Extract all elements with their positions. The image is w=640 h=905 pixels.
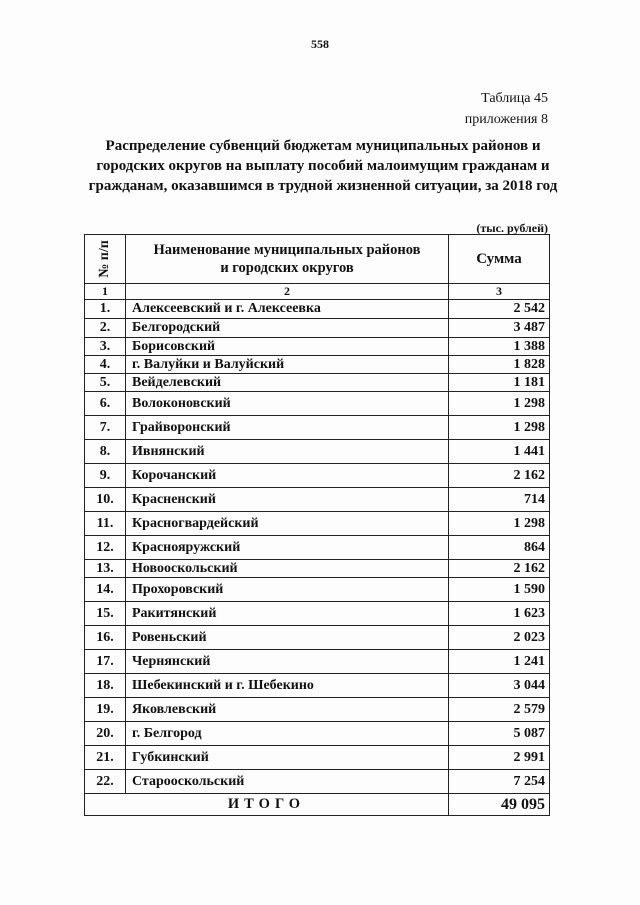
table-row (85, 464, 550, 488)
row-sum: 1 298 (449, 392, 550, 416)
table-row (85, 650, 550, 674)
table-row (85, 319, 550, 338)
header-sum: Сумма (449, 235, 550, 284)
district-name: Шебекинский и г. Шебекино (126, 674, 449, 698)
row-number: 8. (85, 440, 126, 464)
header-name-line2: и городских округов (220, 260, 354, 276)
row-number: 4. (85, 356, 126, 374)
district-name: Красненский (126, 488, 449, 512)
table-row (85, 338, 550, 356)
row-sum: 7 254 (449, 770, 550, 794)
table-row (85, 392, 550, 416)
table-row (85, 416, 550, 440)
row-number: 13. (85, 560, 126, 578)
header-name (126, 235, 449, 284)
row-sum: 1 181 (449, 374, 550, 392)
table-row (85, 674, 550, 698)
district-name: Краснояружский (126, 536, 449, 560)
row-number: 12. (85, 536, 126, 560)
district-name: Прохоровский (126, 578, 449, 602)
row-sum: 2 991 (449, 746, 550, 770)
row-number: 20. (85, 722, 126, 746)
total-row (85, 794, 550, 816)
table-row (85, 300, 550, 319)
district-name: Грайворонский (126, 416, 449, 440)
row-number: 7. (85, 416, 126, 440)
total-sum: 49 095 (449, 794, 550, 816)
row-number: 1. (85, 300, 126, 319)
table-row (85, 578, 550, 602)
table-row (85, 536, 550, 560)
units-note: (тыс. рублей) (476, 221, 548, 235)
district-name: Волоконовский (126, 392, 449, 416)
row-sum: 1 298 (449, 416, 550, 440)
table-row (85, 440, 550, 464)
district-name: Новооскольский (126, 560, 449, 578)
table-row (85, 746, 550, 770)
table-row (85, 626, 550, 650)
column-index-row (85, 284, 550, 300)
district-name: Ровеньский (126, 626, 449, 650)
row-sum: 1 298 (449, 512, 550, 536)
row-sum: 714 (449, 488, 550, 512)
district-name: Алексеевский и г. Алексеевка (126, 300, 449, 319)
appendix-number: приложения 8 (464, 112, 548, 127)
table-number: Таблица 45 (481, 91, 548, 106)
district-name: г. Валуйки и Валуйский (126, 356, 449, 374)
row-number: 2. (85, 319, 126, 338)
table-body (85, 300, 550, 794)
subsidy-table (84, 234, 550, 816)
district-name: Красногвардейский (126, 512, 449, 536)
district-name: Яковлевский (126, 698, 449, 722)
table-row (85, 374, 550, 392)
row-sum: 864 (449, 536, 550, 560)
header-name-line1: Наименование муниципальных районов (153, 242, 421, 258)
row-number: 5. (85, 374, 126, 392)
row-sum: 2 162 (449, 560, 550, 578)
row-sum: 1 828 (449, 356, 550, 374)
row-sum: 1 241 (449, 650, 550, 674)
row-number: 19. (85, 698, 126, 722)
row-number: 3. (85, 338, 126, 356)
table-row (85, 722, 550, 746)
row-sum: 2 023 (449, 626, 550, 650)
district-name: г. Белгород (126, 722, 449, 746)
document-title: Распределение субвенций бюджетам муниципальных районов и городских округов на выплату пособий малоимущим гражданам и гражданам, оказавшимся в трудной жизненной ситуации, за 2018 год (88, 138, 558, 194)
district-name: Борисовский (126, 338, 449, 356)
district-name: Губкинский (126, 746, 449, 770)
page-number: 558 (311, 37, 329, 51)
table-row (85, 602, 550, 626)
row-number: 15. (85, 602, 126, 626)
table-row (85, 770, 550, 794)
row-sum: 2 579 (449, 698, 550, 722)
row-number: 16. (85, 626, 126, 650)
row-number: 14. (85, 578, 126, 602)
row-number: 9. (85, 464, 126, 488)
district-name: Белгородский (126, 319, 449, 338)
column-index: 3 (449, 284, 550, 300)
row-sum: 2 542 (449, 300, 550, 319)
row-number: 6. (85, 392, 126, 416)
district-name: Ракитянский (126, 602, 449, 626)
row-sum: 1 590 (449, 578, 550, 602)
row-number: 21. (85, 746, 126, 770)
row-sum: 1 388 (449, 338, 550, 356)
district-name: Старооскольский (126, 770, 449, 794)
table-row (85, 356, 550, 374)
district-name: Чернянский (126, 650, 449, 674)
table-row (85, 698, 550, 722)
header-number: № п/п (85, 235, 126, 284)
row-sum: 2 162 (449, 464, 550, 488)
table-row (85, 560, 550, 578)
row-number: 10. (85, 488, 126, 512)
table-row (85, 488, 550, 512)
district-name: Ивнянский (126, 440, 449, 464)
row-number: 18. (85, 674, 126, 698)
row-sum: 1 623 (449, 602, 550, 626)
table-reference (465, 88, 548, 130)
row-number: 11. (85, 512, 126, 536)
row-sum: 3 044 (449, 674, 550, 698)
district-name: Корочанский (126, 464, 449, 488)
total-label: ИТОГО (85, 794, 449, 816)
row-sum: 1 441 (449, 440, 550, 464)
row-number: 22. (85, 770, 126, 794)
row-number: 17. (85, 650, 126, 674)
table-header-row (85, 235, 550, 284)
column-index: 2 (126, 284, 449, 300)
row-sum: 3 487 (449, 319, 550, 338)
district-name: Вейделевский (126, 374, 449, 392)
table-row (85, 512, 550, 536)
column-index: 1 (85, 284, 126, 300)
row-sum: 5 087 (449, 722, 550, 746)
